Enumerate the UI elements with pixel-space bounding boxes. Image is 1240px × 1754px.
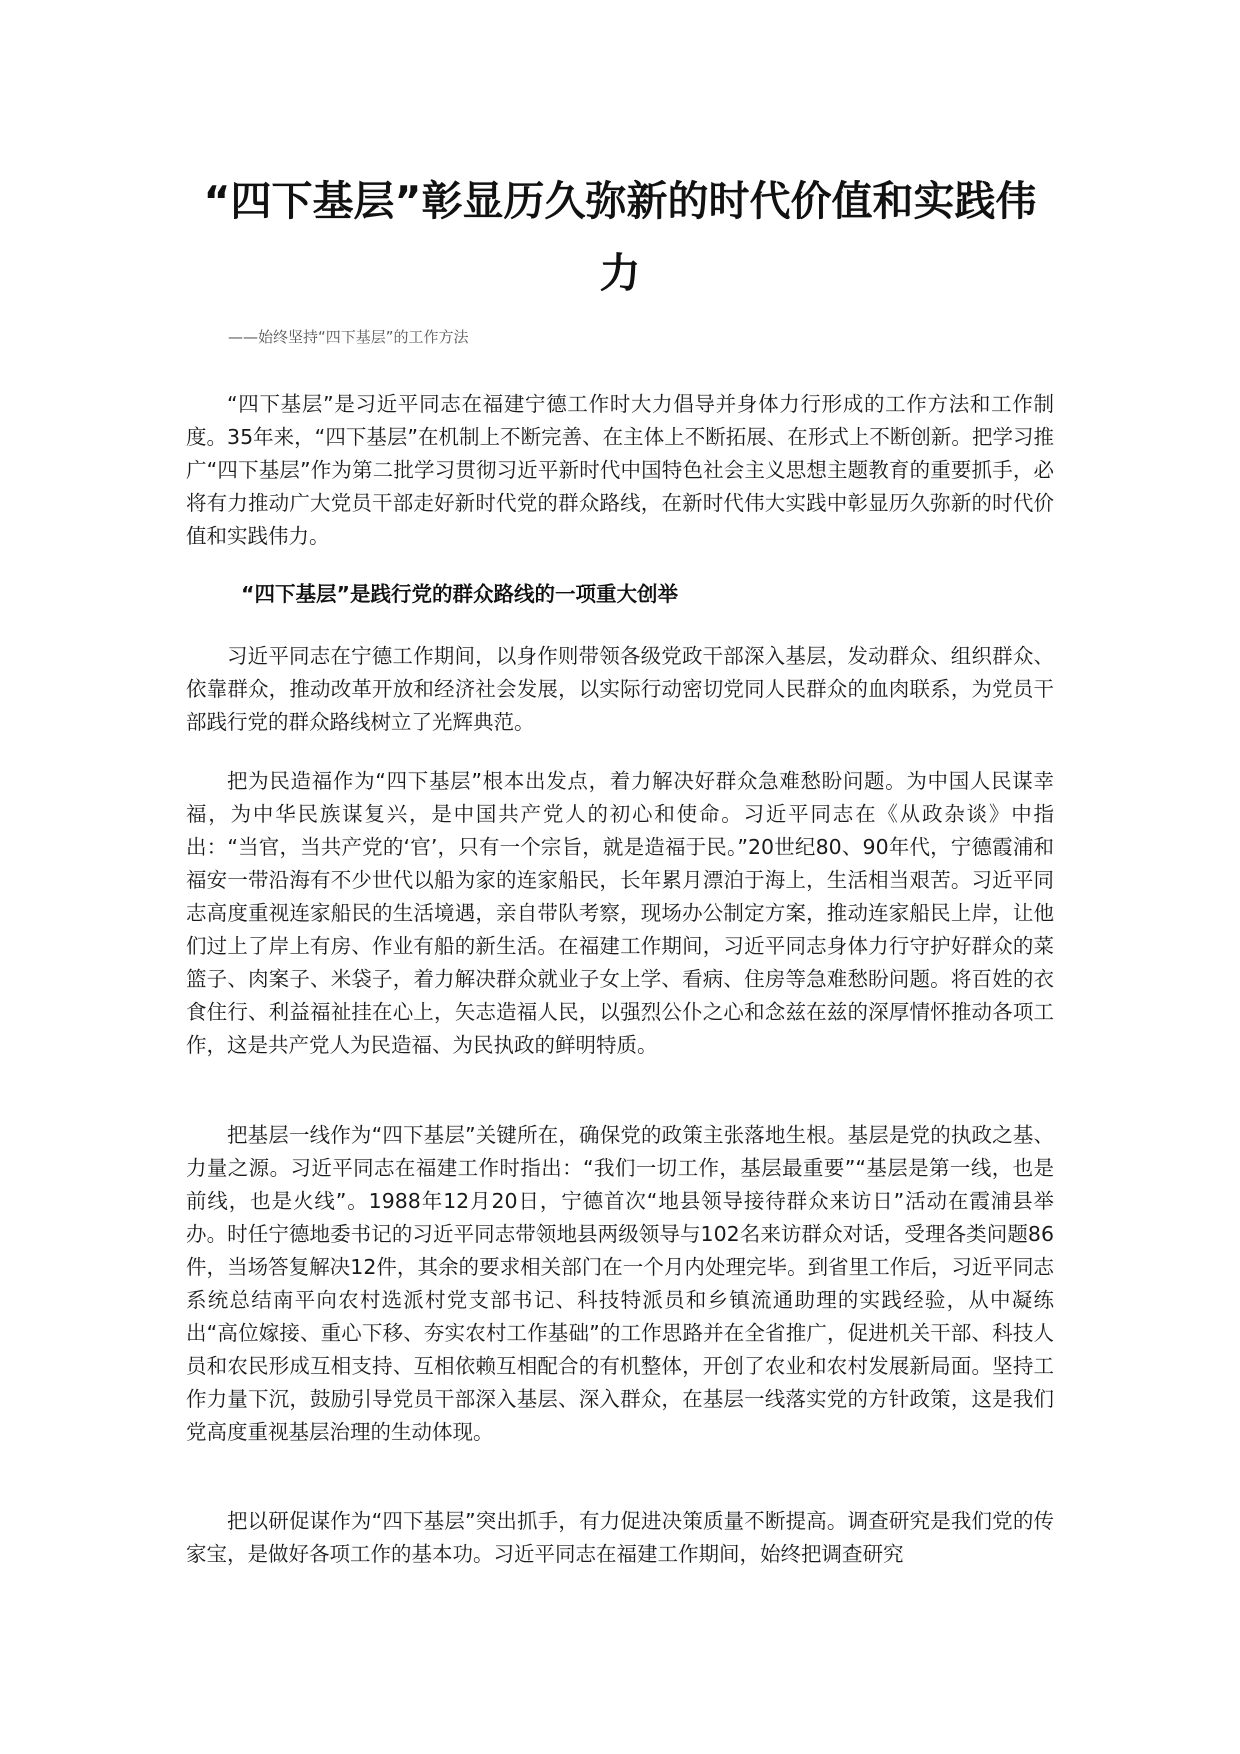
- section-heading: “四下基层”是践行党的群众路线的一项重大创举: [241, 582, 678, 606]
- paragraph-research-decision: 把以研促谋作为“四下基层”突出抓手，有力促进决策质量不断提高。调查研究是我们党的传家宝，是做好各项工作的基本功。习近平同志在福建工作期间，始终把调查研究: [186, 1509, 1054, 1566]
- paragraph-people-welfare: 把为民造福作为“四下基层”根本出发点，着力解决好群众急难愁盼问题。为中国人民谋幸福，为中华民族谋复兴，是中国共产党人的初心和使命。习近平同志在《从政杂谈》中指出：“当官，当共产党的‘官’，只有一个宗旨，就是造福于民。”20世纪80、90年代，宁德霞浦和福安一带沿海有不少世代以船为家的连家船民，长年累月漂泊于海上，生活相当艰苦。习近平同志高度重视连家船民的生活境遇，亲自带队考察，现场办公制定方案，推动连家船民上岸，让他们过上了岸上有房、作业有船的新生活。在福建工作期间，习近平同志身体力行守护好群众的菜篮子、肉案子、米袋子，着力解决群众就业子女上学、看病、住房等急难愁盼问题。将百姓的衣食住行、利益福祉挂在心上，矢志造福人民，以强烈公仆之心和念兹在兹的深厚情怀推动各项工作，这是共产党人为民造福、为民执政的鲜明特质。: [186, 769, 1054, 1057]
- paragraph-ningde-example: 习近平同志在宁德工作期间，以身作则带领各级党政干部深入基层，发动群众、组织群众、依靠群众，推动改革开放和经济社会发展，以实际行动密切党同人民群众的血肉联系，为党员干部践行党的群众路线树立了光辉典范。: [186, 644, 1054, 734]
- document-subtitle: ——始终坚持“四下基层”的工作方法: [228, 328, 469, 346]
- paragraph-grassroots-frontline: 把基层一线作为“四下基层”关键所在，确保党的政策主张落地生根。基层是党的执政之基、力量之源。习近平同志在福建工作时指出：“我们一切工作，基层最重要”“基层是第一线，也是前线，也是火线”。1988年12月20日，宁德首次“地县领导接待群众来访日”活动在霞浦县举办。时任宁德地委书记的习近平同志带领地县两级领导与102名来访群众对话，受理各类问题86件，当场答复解决12件，其余的要求相关部门在一个月内处理完毕。到省里工作后，习近平同志系统总结南平向农村选派村党支部书记、科技特派员和乡镇流通助理的实践经验，从中凝练出“高位嫁接、重心下移、夯实农村工作基础”的工作思路并在全省推广，促进机关干部、科技人员和农民形成互相支持、互相依赖互相配合的有机整体，开创了农业和农村发展新局面。坚持工作力量下沉，鼓励引导党员干部深入基层、深入群众，在基层一线落实党的方针政策，这是我们党高度重视基层治理的生动体现。: [186, 1123, 1054, 1444]
- document-title: “四下基层”彰显历久弥新的时代价值和实践伟力: [203, 177, 1037, 297]
- paragraph-intro: “四下基层”是习近平同志在福建宁德工作时大力倡导并身体力行形成的工作方法和工作制度。35年来，“四下基层”在机制上不断完善、在主体上不断拓展、在形式上不断创新。把学习推广“四下基层”作为第二批学习贯彻习近平新时代中国特色社会主义思想主题教育的重要抓手，必将有力推动广大党员干部走好新时代党的群众路线，在新时代伟大实践中彰显历久弥新的时代价值和实践伟力。: [186, 392, 1054, 548]
